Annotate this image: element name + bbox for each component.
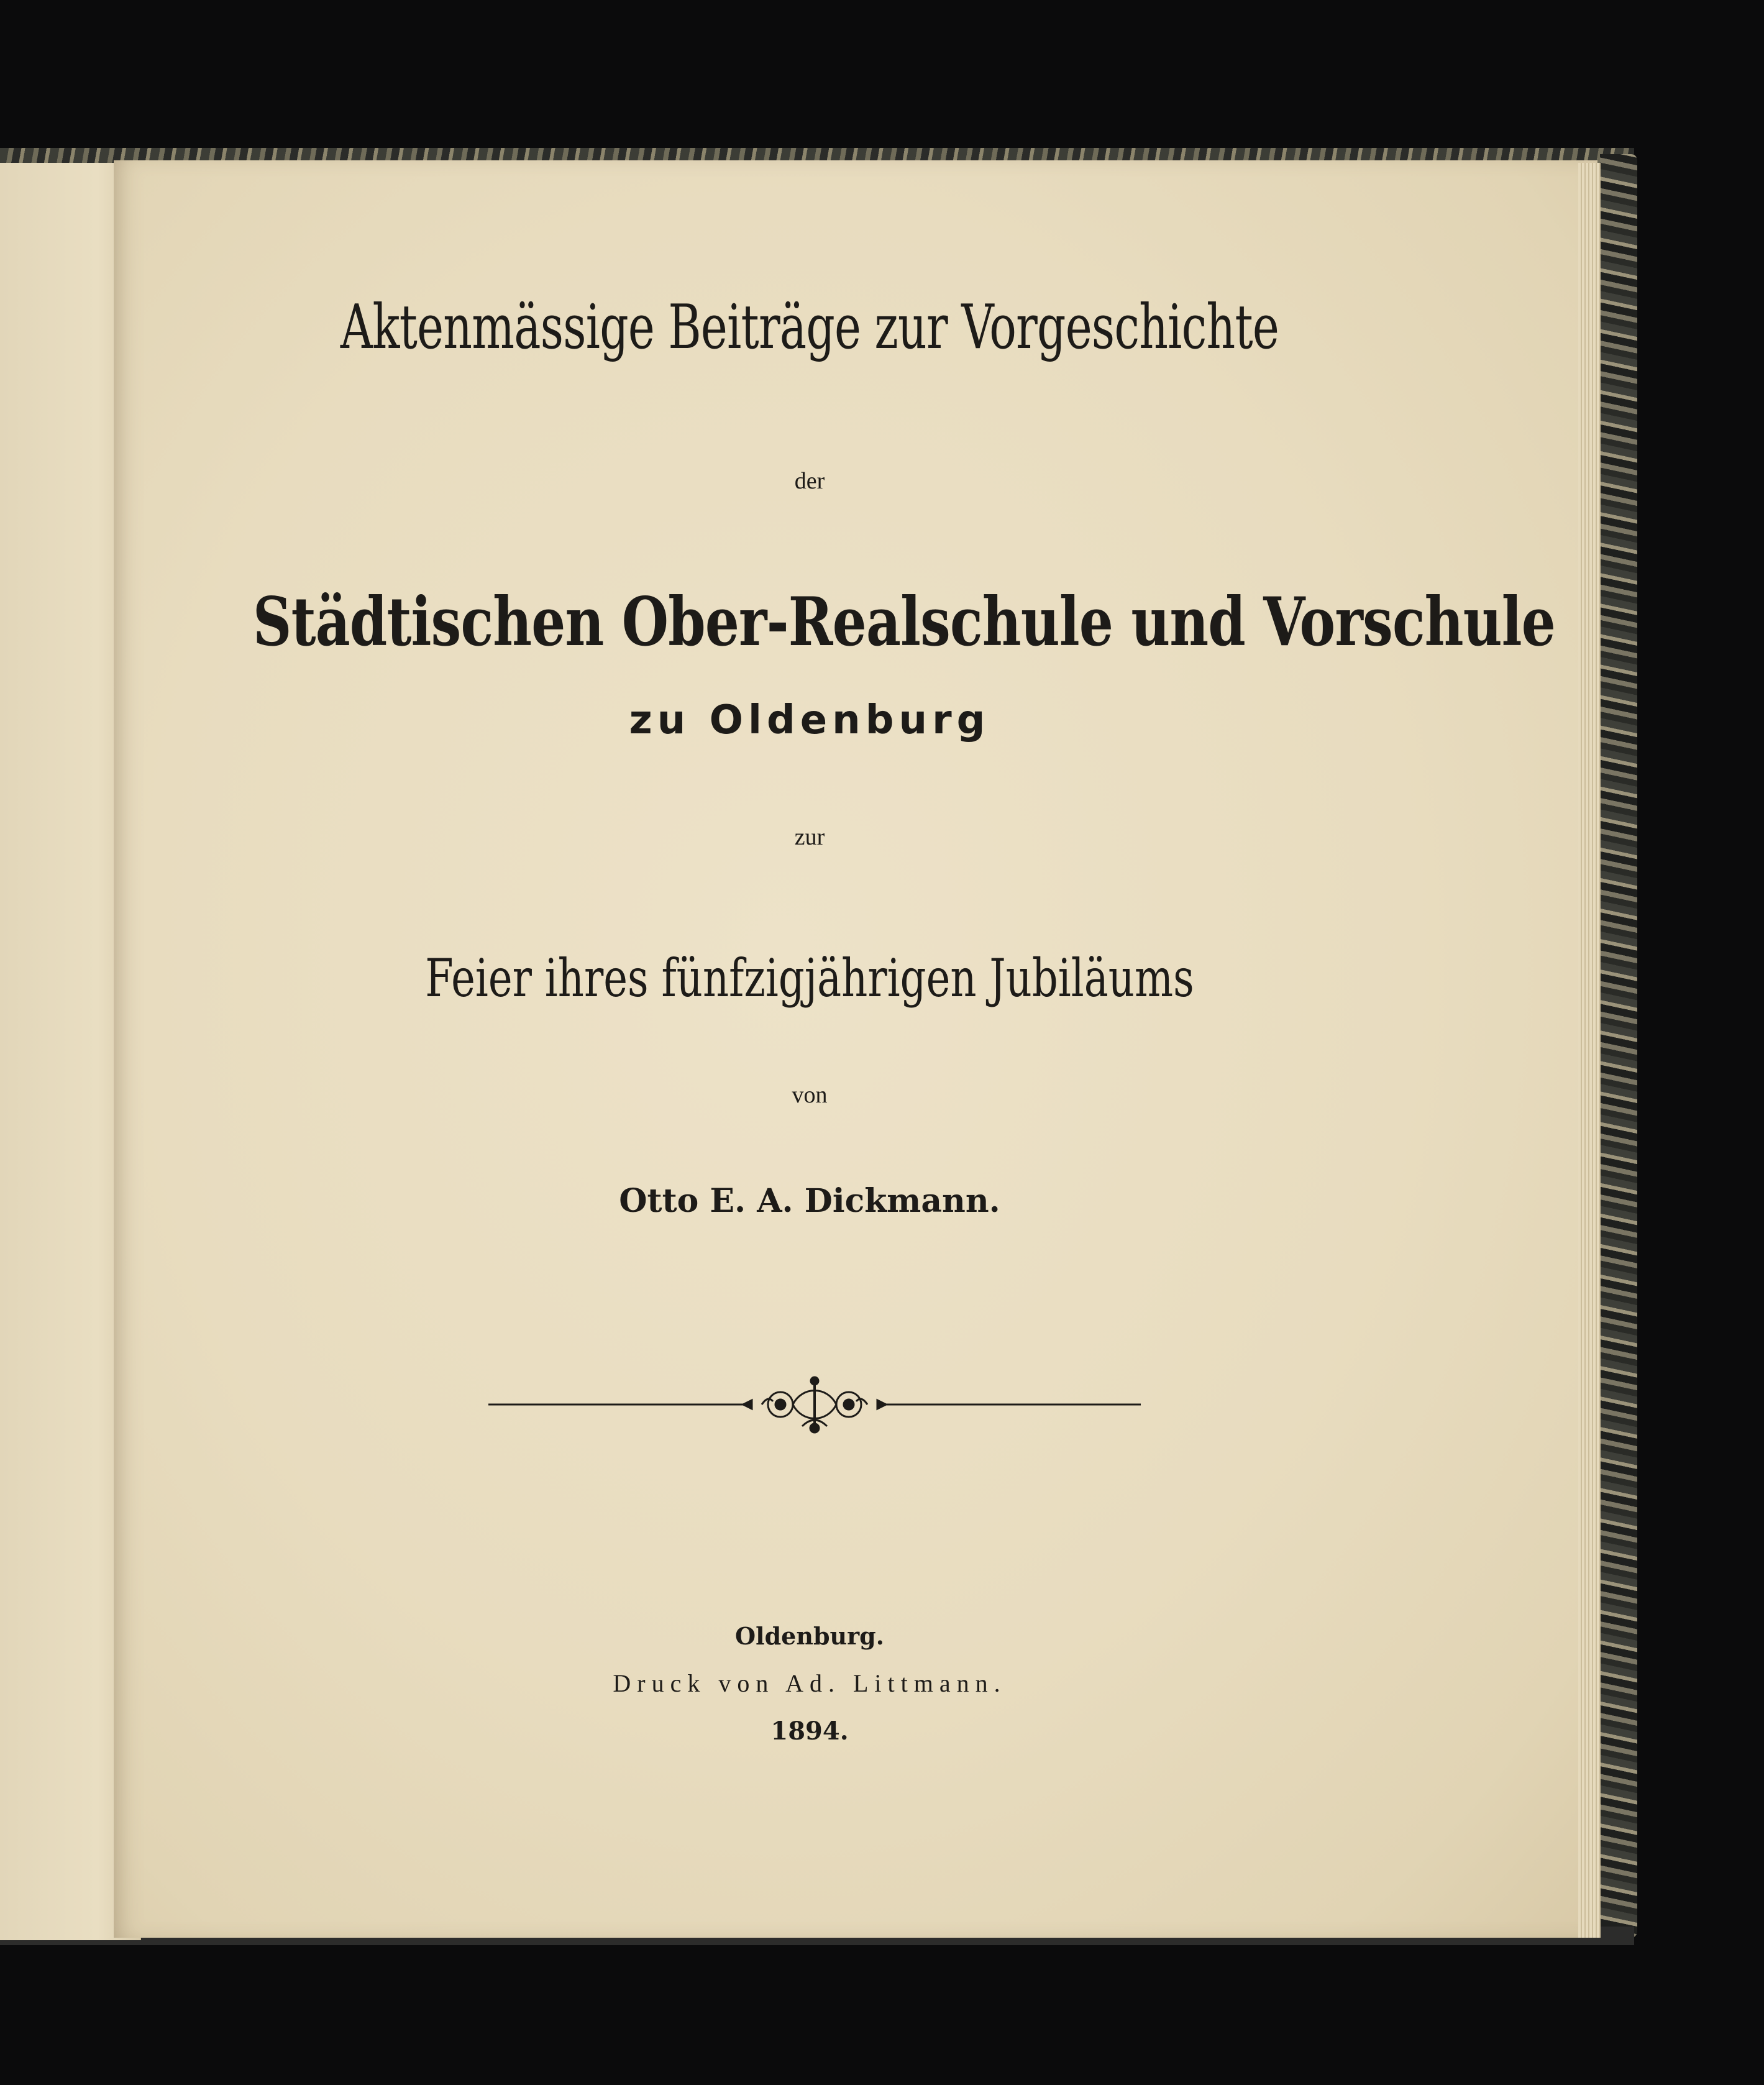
occasion: Feier ihres fünfzigjährigen Jubiläums — [425, 948, 1194, 1009]
page-edges — [1578, 163, 1601, 1938]
connector-der: der — [794, 468, 825, 494]
school-name: Städtischen Ober-Realschule und Vorschule — [253, 583, 1555, 661]
imprint-year: 1894. — [770, 1716, 849, 1746]
school-location: zu Oldenburg — [629, 697, 990, 743]
connector-zur: zur — [794, 824, 825, 850]
imprint-place: Oldenburg. — [735, 1622, 884, 1650]
connector-von: von — [792, 1082, 828, 1108]
book-title: Aktenmässige Beiträge zur Vorgeschichte — [340, 292, 1279, 363]
marbled-cover-right — [1600, 154, 1637, 1938]
imprint-printer: Druck von Ad. Littmann. — [613, 1669, 1007, 1697]
floral-divider-icon — [488, 1373, 1141, 1436]
author-name: Otto E. A. Dickmann. — [619, 1182, 1000, 1220]
